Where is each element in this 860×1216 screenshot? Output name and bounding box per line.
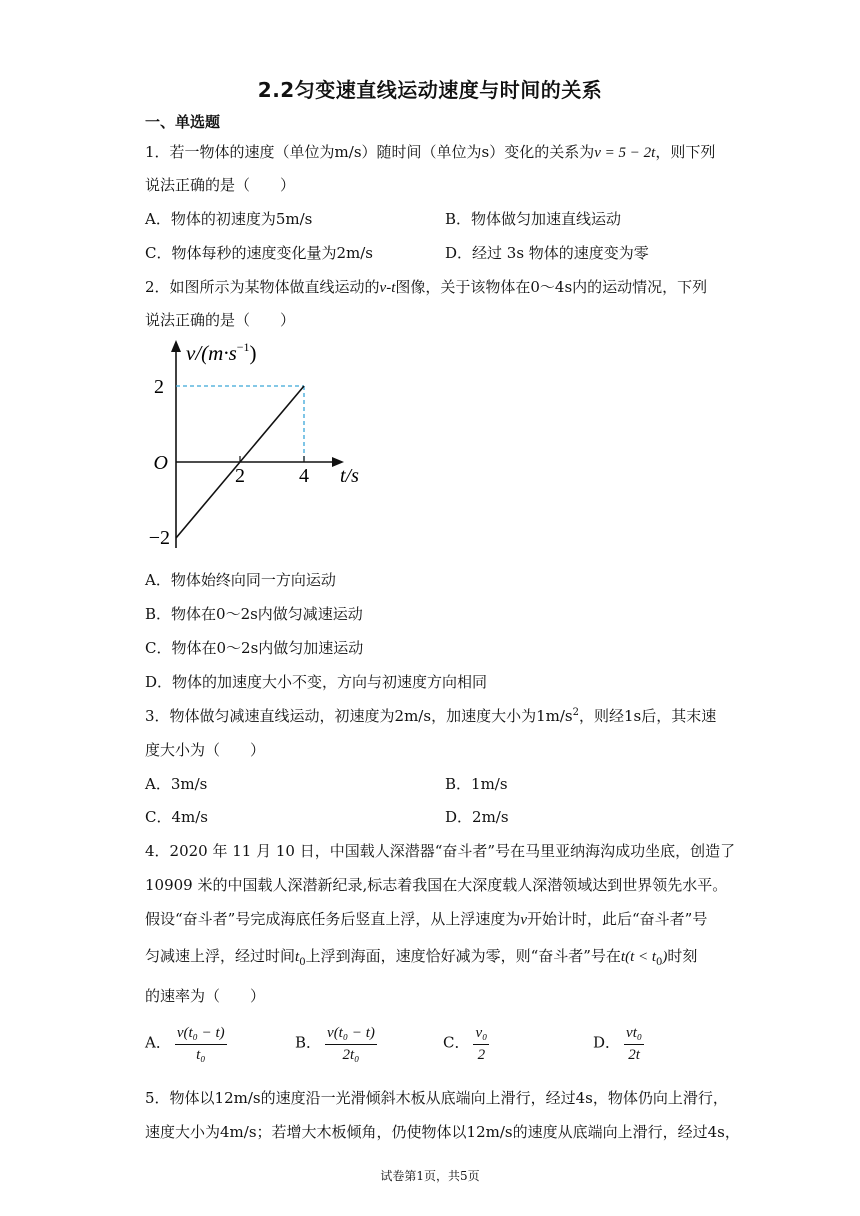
q4-stem-line4	[145, 945, 697, 968]
q4-option-d-numerator: vt₀	[624, 1022, 644, 1045]
q2-stem-line2: 说法正确的是（ ）	[145, 311, 296, 329]
q1-stem-line2: 说法正确的是（ ）	[145, 176, 296, 194]
page-title: 2.2匀变速直线运动速度与时间的关系	[257, 78, 603, 102]
q5-stem-line2: 速度大小为4m/s；若增大木板倾角，仍使物体以12m/s的速度从底端向上滑行，经过4s，	[145, 1123, 740, 1141]
q4-v-symbol: v	[520, 912, 528, 928]
q4-condition-close: )	[662, 949, 668, 965]
q4-condition: t(t < t	[620, 949, 657, 965]
y-tick-label-neg2: −2	[148, 527, 170, 549]
q4-option-b-label: B．	[295, 1033, 322, 1052]
vt-graph	[140, 338, 380, 558]
q4-t0-sub: 0	[299, 957, 306, 968]
q4-option-a-numerator: v(t₀ − t)	[175, 1022, 227, 1045]
q4-option-c-fraction	[473, 1022, 489, 1065]
q4-stem4-pre: 匀减速上浮，经过时间	[145, 947, 296, 965]
q4-option-a-label: A．	[145, 1033, 171, 1052]
x-axis-label: t/s	[340, 465, 359, 487]
q4-option-b-fraction	[325, 1022, 377, 1065]
x-tick-label-2: 2	[235, 465, 245, 487]
q4-stem3-post: 开始计时，此后“奋斗者”号	[527, 910, 708, 928]
q4-option-c[interactable]	[443, 1022, 493, 1065]
q1-stem-line1	[145, 141, 715, 162]
q4-option-d[interactable]	[593, 1022, 648, 1065]
q1-stem-post: ，则下列	[655, 143, 716, 161]
origin-label: O	[153, 452, 168, 474]
q1-stem-pre: 1．若一物体的速度（单位为m/s）随时间（单位为s）变化的关系为	[145, 143, 595, 161]
q2-stem-line1	[145, 276, 707, 297]
q4-option-c-numerator: v₀	[473, 1022, 489, 1045]
q4-condition-sub: 0	[656, 957, 663, 968]
q2-option-c[interactable]: C．物体在0～2s内做匀加速运动	[145, 639, 364, 657]
q5-stem-line1: 5．物体以12m/s的速度沿一光滑倾斜木板从底端向上滑行，经过4s，物体仍向上滑行，	[145, 1089, 728, 1107]
x-tick-label-4: 4	[299, 465, 309, 487]
q1-option-d[interactable]: D．经过 3s 物体的速度变为零	[445, 244, 649, 262]
q3-option-c[interactable]: C．4m/s	[145, 808, 208, 826]
q3-stem-post: ，则经1s后，其末速	[578, 707, 717, 725]
q4-option-a[interactable]	[145, 1022, 231, 1065]
section-heading: 一、单选题	[145, 113, 221, 131]
q4-option-b-denominator: 2t₀	[342, 1047, 360, 1063]
q3-stem-sup: 2	[572, 707, 579, 718]
q2-stem-post: 图像，关于该物体在0～4s内的运动情况，下列	[395, 278, 708, 296]
q1-option-c[interactable]: C．物体每秒的速度变化量为2m/s	[145, 244, 373, 262]
q4-t0-symbol: t	[295, 949, 300, 965]
q3-stem-line1	[145, 705, 716, 726]
q4-option-d-label: D．	[593, 1033, 621, 1052]
q2-option-b[interactable]: B．物体在0～2s内做匀减速运动	[145, 605, 363, 623]
y-tick-label-2: 2	[154, 376, 164, 398]
q4-option-d-denominator: 2t	[628, 1047, 640, 1063]
q4-stem4-post: 时刻	[667, 947, 698, 965]
q3-option-d[interactable]: D．2m/s	[445, 808, 509, 826]
q4-option-c-label: C．	[443, 1033, 470, 1052]
q4-option-a-fraction	[175, 1022, 227, 1065]
q4-option-d-fraction	[624, 1022, 644, 1065]
q1-option-a[interactable]: A．物体的初速度为5m/s	[145, 210, 313, 228]
q4-stem-line1: 4．2020 年 11 月 10 日，中国载人深潜器“奋斗者”号在马里亚纳海沟成功坐底，创造了	[145, 842, 736, 860]
q4-stem3-pre: 假设“奋斗者”号完成海底任务后竖直上浮，从上浮速度为	[145, 910, 521, 928]
q4-option-a-denominator: t₀	[196, 1047, 206, 1063]
q1-formula: v = 5 − 2t	[594, 145, 656, 161]
q3-stem-pre: 3．物体做匀减速直线运动，初速度为2m/s，加速度大小为1m/s	[145, 707, 573, 725]
y-axis-arrow-icon	[171, 340, 181, 352]
q4-stem-line2: 10909 米的中国载人深潜新纪录,标志着我国在大深度载人深潜领域达到世界领先水平。	[145, 876, 728, 894]
q3-option-a[interactable]: A．3m/s	[145, 775, 208, 793]
q2-stem-pre: 2．如图所示为某物体做直线运动的	[145, 278, 380, 296]
q1-option-b[interactable]: B．物体做匀加速直线运动	[445, 210, 622, 228]
page-footer: 试卷第1页，共5页	[380, 1169, 480, 1183]
q4-stem4-mid: 上浮到海面，速度恰好减为零，则“奋斗者”号在	[305, 947, 621, 965]
q2-option-a[interactable]: A．物体始终向同一方向运动	[145, 571, 336, 589]
q4-option-b-numerator: v(t₀ − t)	[325, 1022, 377, 1045]
q4-stem-line3	[145, 908, 707, 929]
q4-stem-line5: 的速率为（ ）	[145, 987, 266, 1005]
q2-option-d[interactable]: D．物体的加速度大小不变，方向与初速度方向相同	[145, 673, 488, 691]
q2-vt-symbol: v-t	[379, 280, 396, 296]
q4-option-b[interactable]	[295, 1022, 381, 1065]
q3-stem-line2: 度大小为（ ）	[145, 741, 266, 759]
q3-option-b[interactable]: B．1m/s	[445, 775, 508, 793]
y-axis-label: $v/(m\cdot s^{-1})$	[186, 340, 257, 365]
q4-option-c-denominator: 2	[477, 1047, 486, 1063]
